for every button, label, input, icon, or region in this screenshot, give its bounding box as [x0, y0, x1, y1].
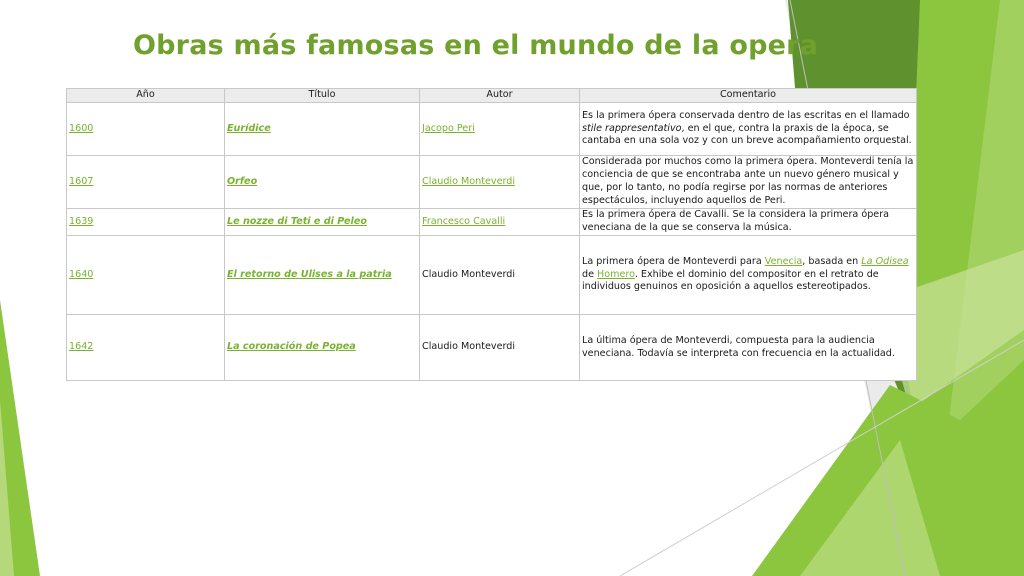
comment-cell — [580, 103, 917, 156]
comment-text: , basada en — [802, 255, 862, 267]
comment-text: La primera ópera de Monteverdi para — [582, 255, 765, 267]
author-cell — [420, 236, 580, 315]
odisea-link[interactable]: La Odisea — [861, 255, 909, 267]
author-link[interactable]: Francesco Cavalli — [422, 215, 506, 227]
year-link[interactable]: 1642 — [69, 341, 94, 353]
header-title: Título — [225, 89, 420, 103]
comment-emphasis: stile rappresentativo — [582, 122, 682, 134]
slide-title: Obras más famosas en el mundo de la opera — [133, 30, 819, 61]
comment-text: Es la primera ópera de Cavalli. Se la considera la primera ópera veneciana de la que se conserva la música. — [582, 209, 890, 233]
year-cell — [67, 236, 225, 315]
title-link[interactable]: Orfeo — [227, 175, 258, 187]
table-row — [67, 103, 917, 156]
title-link[interactable]: Le nozze di Teti e di Peleo — [227, 215, 367, 227]
header-year: Año — [67, 89, 225, 103]
comment-text: . Exhibe el dominio del compositor en el retrato de individuos genuinos en oposición a aquellos estereotipados. — [582, 268, 879, 293]
comment-text: Considerada por muchos como la primera ópera. Monteverdi tenía la conciencia de que se encontraba ante un nuevo género musical y que, por lo tanto, no podía regirse por las normas de anteriores espectáculos, incluyendo aquellos de Peri. — [582, 156, 914, 206]
title-cell — [225, 315, 420, 381]
title-link[interactable]: Eurídice — [227, 122, 271, 134]
comment-text: , en el que, contra la praxis de la época, se cantaba en una sola voz y con un breve acompañamiento orquestal. — [582, 122, 912, 147]
table-row — [67, 209, 917, 236]
year-link[interactable]: 1607 — [69, 175, 94, 187]
author-text: Claudio Monteverdi — [422, 341, 516, 353]
comment-text: La última ópera de Monteverdi, compuesta para la audiencia veneciana. Todavía se interpreta con frecuencia en la actualidad. — [582, 334, 895, 359]
header-author: Autor — [420, 89, 580, 103]
comment-cell — [580, 209, 917, 236]
comment-cell — [580, 315, 917, 381]
author-cell — [420, 209, 580, 236]
opera-table — [66, 88, 917, 381]
year-link[interactable]: 1600 — [69, 122, 94, 134]
year-cell — [67, 156, 225, 209]
year-cell — [67, 209, 225, 236]
author-link[interactable]: Jacopo Peri — [422, 122, 475, 134]
comment-cell — [580, 236, 917, 315]
author-link[interactable]: Claudio Monteverdi — [422, 175, 516, 187]
author-text: Claudio Monteverdi — [422, 268, 516, 280]
comment-text: de — [582, 268, 598, 280]
header-comment: Comentario — [580, 89, 917, 103]
table-row — [67, 315, 917, 381]
table-row — [67, 156, 917, 209]
year-link[interactable]: 1640 — [69, 268, 94, 280]
title-cell — [225, 209, 420, 236]
title-link[interactable]: La coronación de Popea — [227, 341, 356, 353]
author-cell — [420, 315, 580, 381]
comment-cell — [580, 156, 917, 209]
table-header-row — [67, 89, 917, 103]
title-link[interactable]: El retorno de Ulises a la patria — [227, 268, 392, 280]
venecia-link[interactable]: Venecia — [764, 255, 803, 267]
homero-link[interactable]: Homero — [597, 268, 635, 280]
comment-text: Es la primera ópera conservada dentro de las escritas en el llamado — [582, 109, 910, 121]
author-cell — [420, 156, 580, 209]
year-link[interactable]: 1639 — [69, 215, 94, 227]
table-row — [67, 236, 917, 315]
author-cell — [420, 103, 580, 156]
year-cell — [67, 103, 225, 156]
title-cell — [225, 236, 420, 315]
title-cell — [225, 103, 420, 156]
title-cell — [225, 156, 420, 209]
year-cell — [67, 315, 225, 381]
